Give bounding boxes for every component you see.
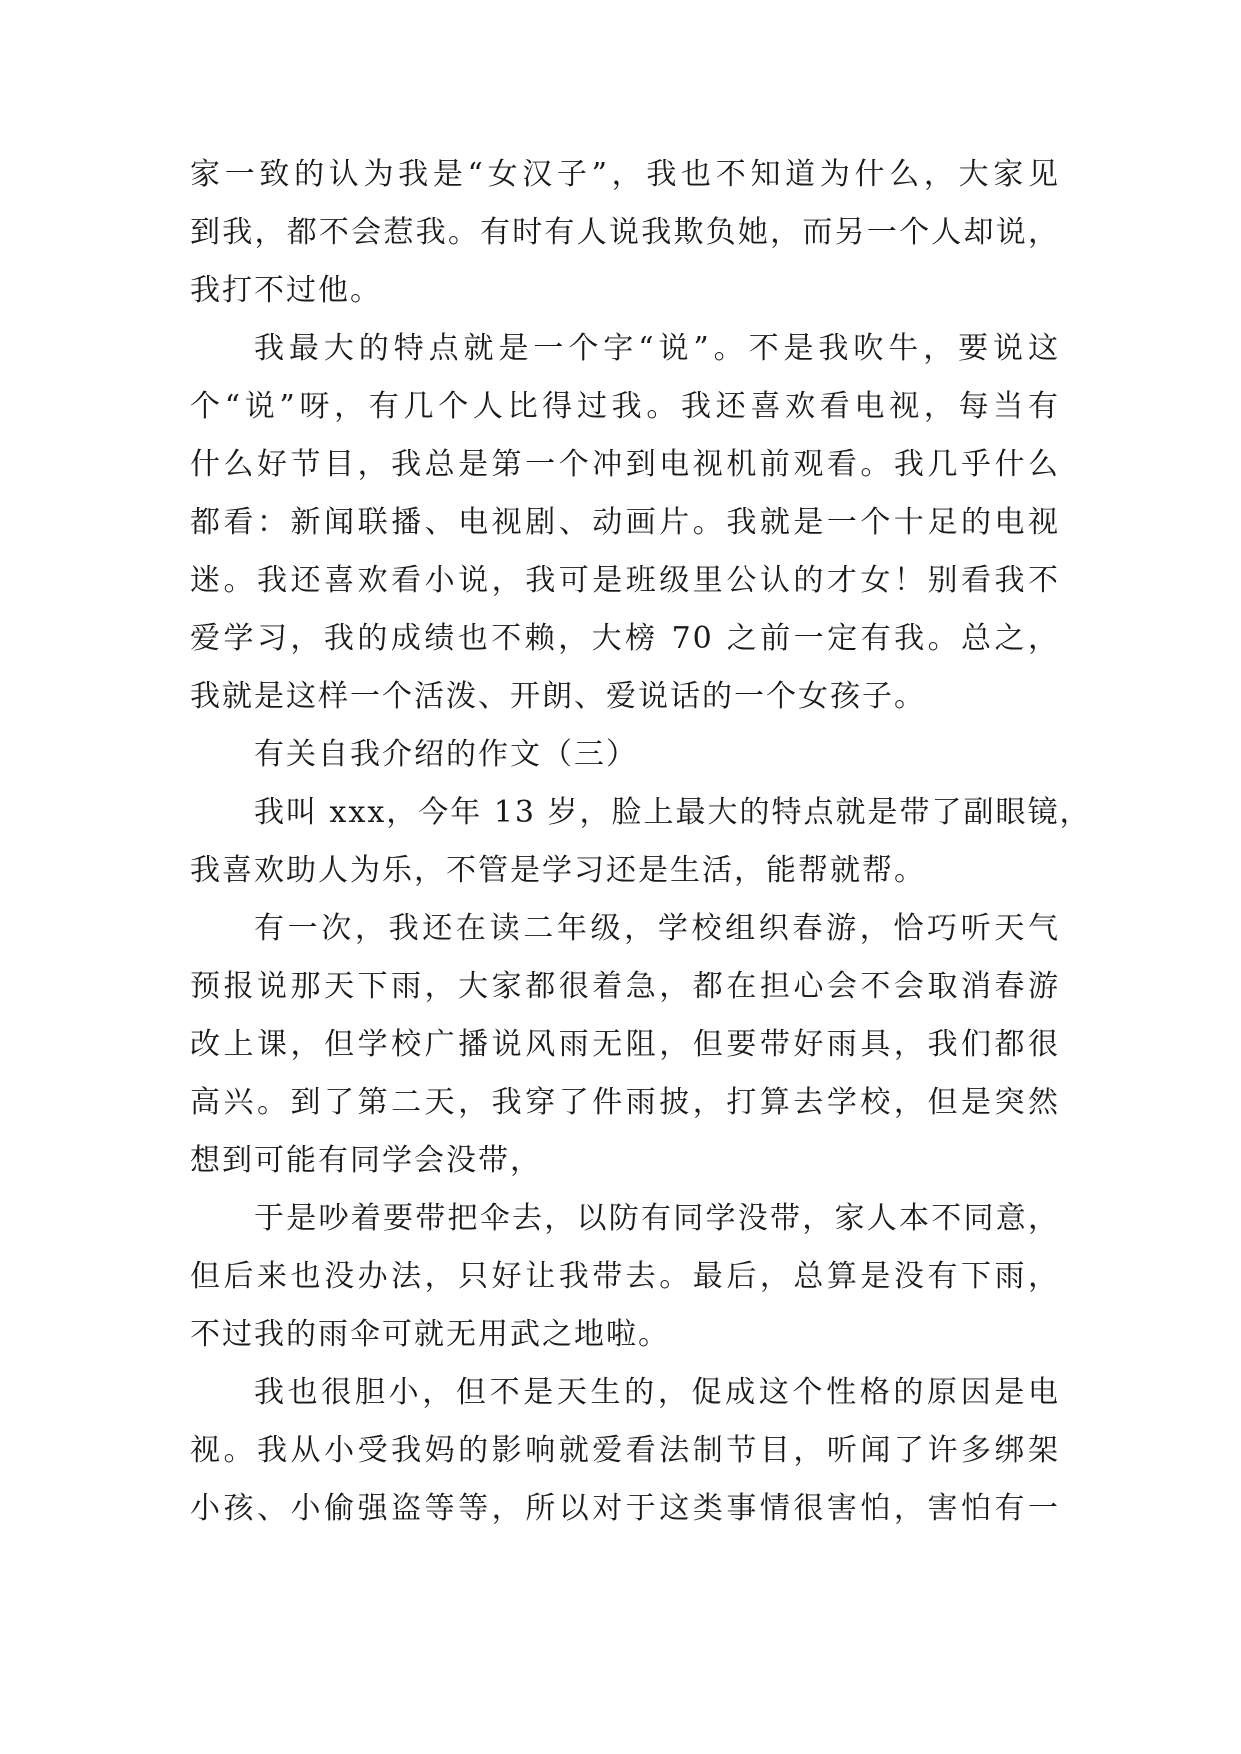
text-line: 视。我从小受我妈的影响就爱看法制节目，听闻了许多绑架 xyxy=(190,1433,1060,1468)
text-line: 我就是这样一个活泼、开朗、爱说话的一个女孩子。 xyxy=(190,679,926,714)
text-line: 我最大的特点就是一个字“说”。不是我吹牛，要说这 xyxy=(254,331,1060,366)
paragraph xyxy=(190,1364,1060,1538)
text-line: 预报说那天下雨，大家都很着急，都在担心会不会取消春游 xyxy=(190,969,1060,1004)
paragraph xyxy=(190,146,1060,320)
text-line: 都看：新闻联播、电视剧、动画片。我就是一个十足的电视 xyxy=(190,505,1060,540)
text-line: 有关自我介绍的作文（三） xyxy=(254,737,638,772)
text-line: 于是吵着要带把伞去，以防有同学没带，家人本不同意， xyxy=(254,1201,1060,1236)
text-line: 但后来也没办法，只好让我带去。最后，总算是没有下雨， xyxy=(190,1259,1060,1294)
text-line: 迷。我还喜欢看小说，我可是班级里公认的才女！别看我不 xyxy=(190,563,1060,598)
text-line: 什么好节目，我总是第一个冲到电视机前观看。我几乎什么 xyxy=(190,447,1060,482)
text-line: 家一致的认为我是“女汉子”，我也不知道为什么，大家见 xyxy=(190,157,1060,192)
text-line: 我打不过他。 xyxy=(190,273,382,308)
document-body xyxy=(190,146,1092,1538)
text-line: 我喜欢助人为乐，不管是学习还是生活，能帮就帮。 xyxy=(190,853,926,888)
text-line: 有一次，我还在读二年级，学校组织春游，恰巧听天气 xyxy=(254,911,1060,946)
text-line: 我也很胆小，但不是天生的，促成这个性格的原因是电 xyxy=(254,1375,1060,1410)
text-line: 小孩、小偷强盗等等，所以对于这类事情很害怕，害怕有一 xyxy=(190,1491,1060,1526)
paragraph xyxy=(190,320,1060,726)
text-line: 想到可能有同学会没带， xyxy=(190,1143,542,1178)
text-line: 个“说”呀，有几个人比得过我。我还喜欢看电视，每当有 xyxy=(190,389,1060,424)
text-line: 高兴。到了第二天，我穿了件雨披，打算去学校，但是突然 xyxy=(190,1085,1060,1120)
text-line: 我叫 xxx，今年 13 岁，脸上最大的特点就是带了副眼镜， xyxy=(254,795,1092,830)
text-line: 爱学习，我的成绩也不赖，大榜 70 之前一定有我。总之， xyxy=(190,621,1060,656)
text-line: 改上课，但学校广播说风雨无阻，但要带好雨具，我们都很 xyxy=(190,1027,1060,1062)
paragraph xyxy=(190,784,1092,900)
paragraph xyxy=(190,1190,1060,1364)
section-heading xyxy=(190,726,1060,784)
text-line: 不过我的雨伞可就无用武之地啦。 xyxy=(190,1317,670,1352)
text-line: 到我，都不会惹我。有时有人说我欺负她，而另一个人却说， xyxy=(190,215,1060,250)
paragraph xyxy=(190,900,1060,1190)
